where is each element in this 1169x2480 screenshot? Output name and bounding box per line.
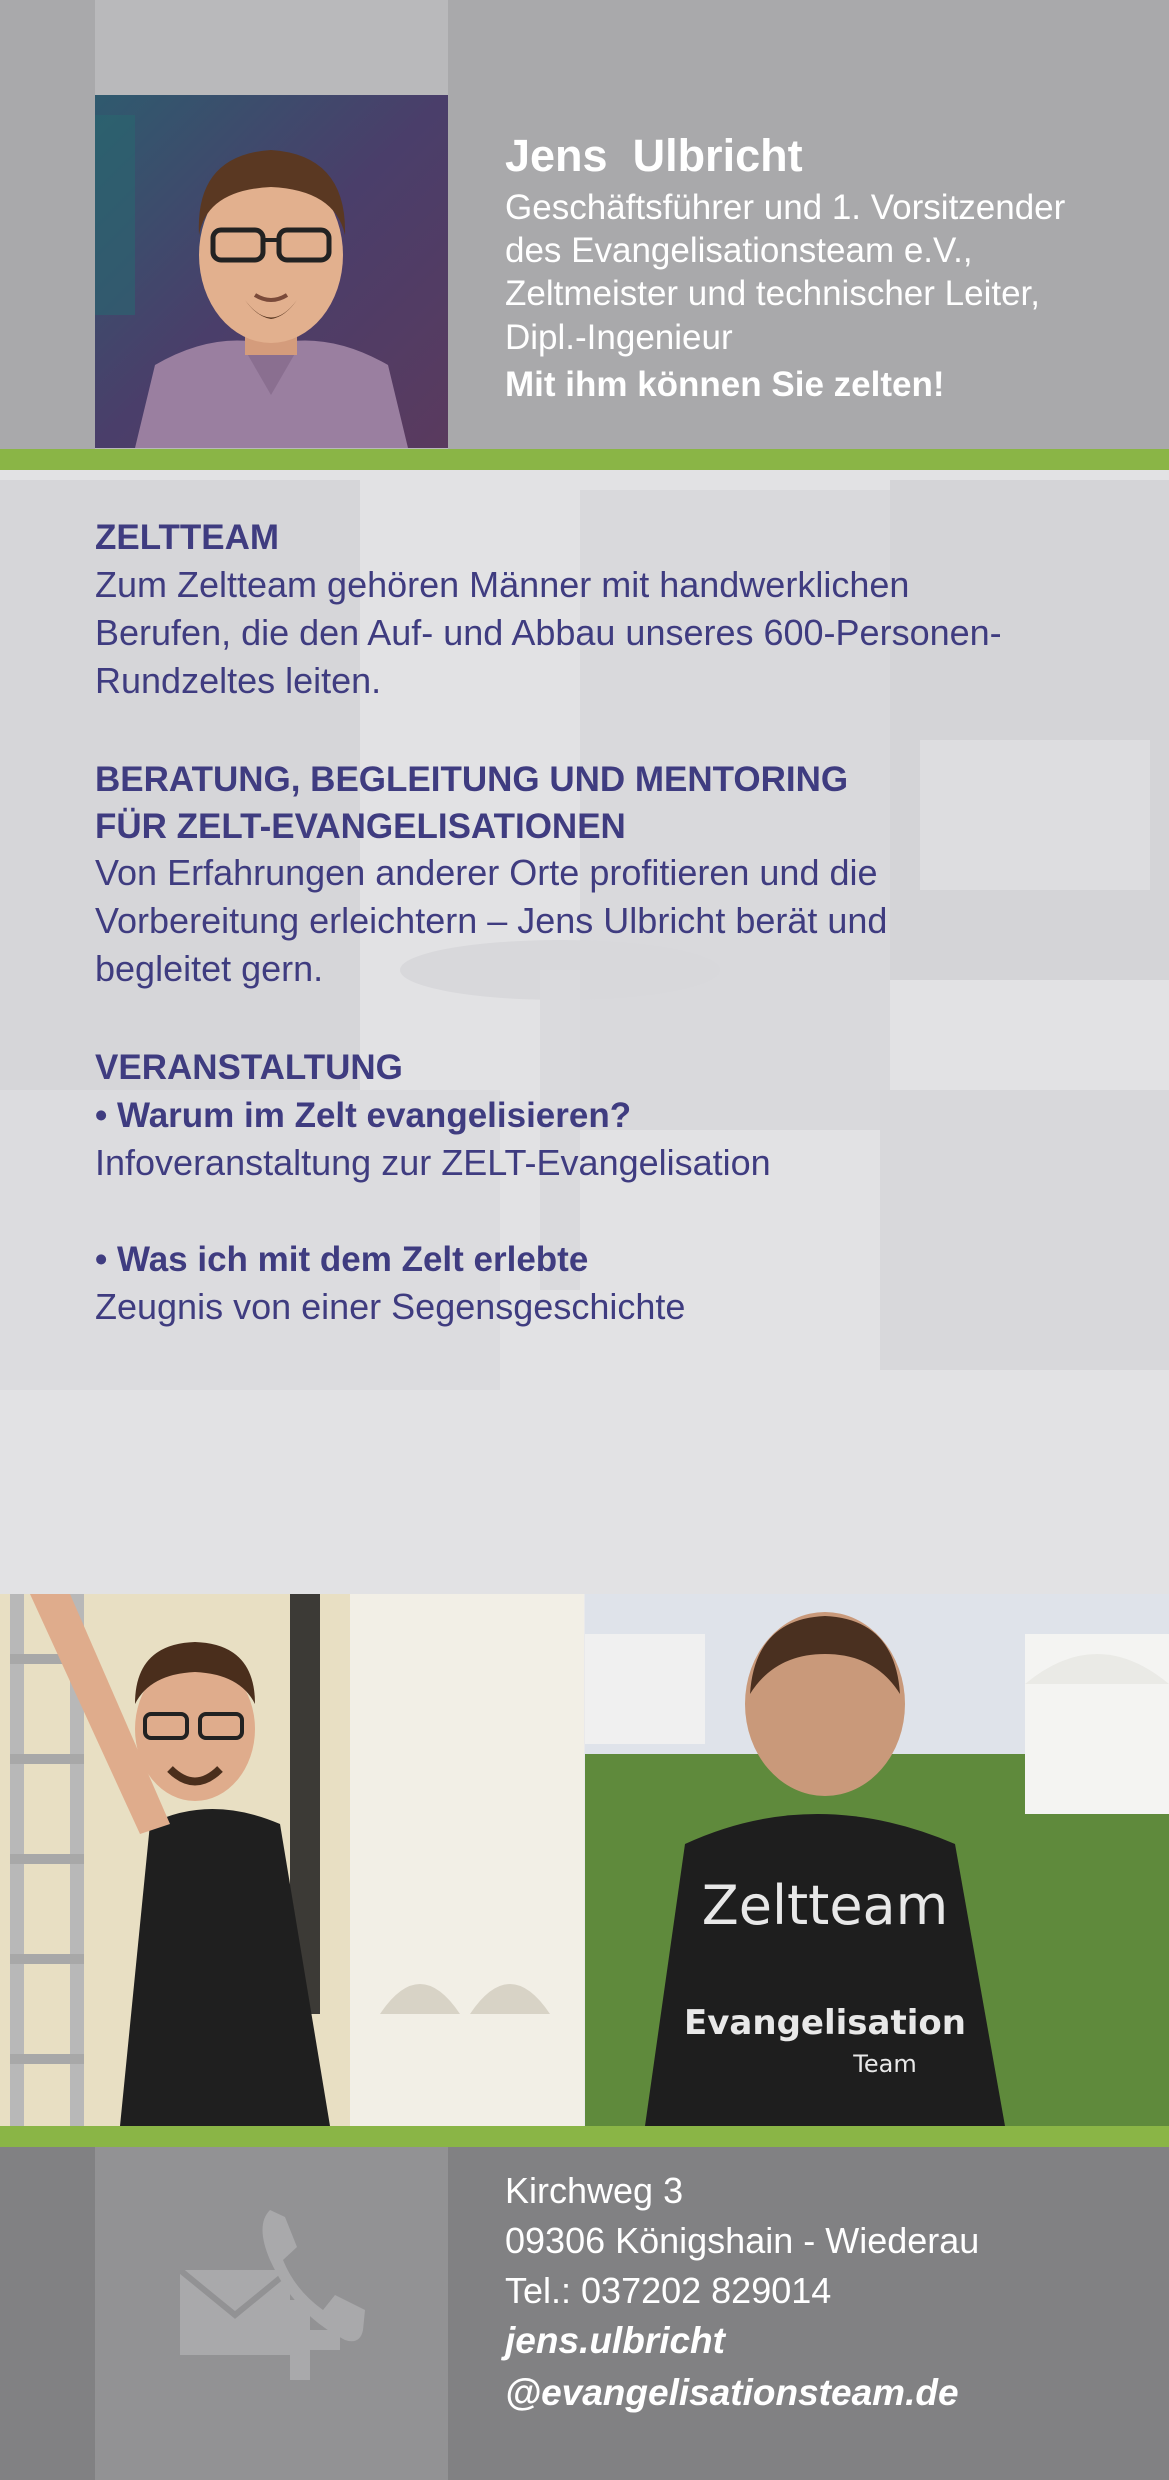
tagline: Mit ihm können Sie zelten!: [505, 365, 945, 404]
header-divider: [0, 449, 1169, 470]
section-heading-veranstaltung: VERANSTALTUNG: [95, 1048, 403, 1087]
paragraph-line: Zum Zeltteam gehören Männer mit handwerklichen: [95, 564, 910, 605]
phone-number[interactable]: Tel.: 037202 829014: [505, 2270, 832, 2311]
person-name: Jens Ulbricht: [505, 130, 803, 181]
email-line[interactable]: @evangelisationsteam.de: [505, 2372, 959, 2413]
vest-logo-text: Evangelisation: [684, 2003, 966, 2043]
event-title: • Warum im Zelt evangelisieren?: [95, 1096, 632, 1135]
section-heading-zeltteam: ZELTTEAM: [95, 518, 280, 557]
paragraph-line: begleitet gern.: [95, 948, 324, 989]
role-line: Zeltmeister und technischer Leiter,: [505, 274, 1040, 313]
footer-divider: [0, 2126, 1169, 2147]
event-title: • Was ich mit dem Zelt erlebte: [95, 1240, 589, 1279]
section-heading-beratung: FÜR ZELT-EVANGELISATIONEN: [95, 807, 626, 846]
address-city: 09306 Königshain - Wiederau: [505, 2220, 980, 2261]
paragraph-line: Von Erfahrungen anderer Orte profitieren und die: [95, 852, 878, 893]
role-line: Dipl.-Ingenieur: [505, 318, 733, 357]
role-line: Geschäftsführer und 1. Vorsitzender: [505, 188, 1066, 227]
photo-tent-ladder: [0, 1594, 584, 2126]
event-description: Zeugnis von einer Segensgeschichte: [95, 1286, 686, 1327]
email-line[interactable]: jens.ulbricht: [505, 2320, 725, 2361]
content-section: [0, 470, 1169, 1594]
contact-mail-phone-icon: [175, 2205, 365, 2380]
paragraph-line: Vorbereitung erleichtern – Jens Ulbricht berät und: [95, 900, 888, 941]
vest-text: Zeltteam: [701, 1874, 949, 1937]
section-heading-beratung: BERATUNG, BEGLEITUNG UND MENTORING: [95, 760, 849, 799]
event-description: Infoveranstaltung zur ZELT-Evangelisation: [95, 1142, 771, 1183]
portrait-photo: [95, 95, 448, 448]
role-line: des Evangelisationsteam e.V.,: [505, 231, 973, 270]
paragraph-line: Rundzeltes leiten.: [95, 660, 382, 701]
paragraph-line: Berufen, die den Auf- und Abbau unseres 600-Personen-: [95, 612, 1002, 653]
address-street: Kirchweg 3: [505, 2170, 684, 2211]
vest-logo-sub: Team: [853, 2050, 917, 2078]
photo-zeltteam-vest: [585, 1594, 1169, 2126]
